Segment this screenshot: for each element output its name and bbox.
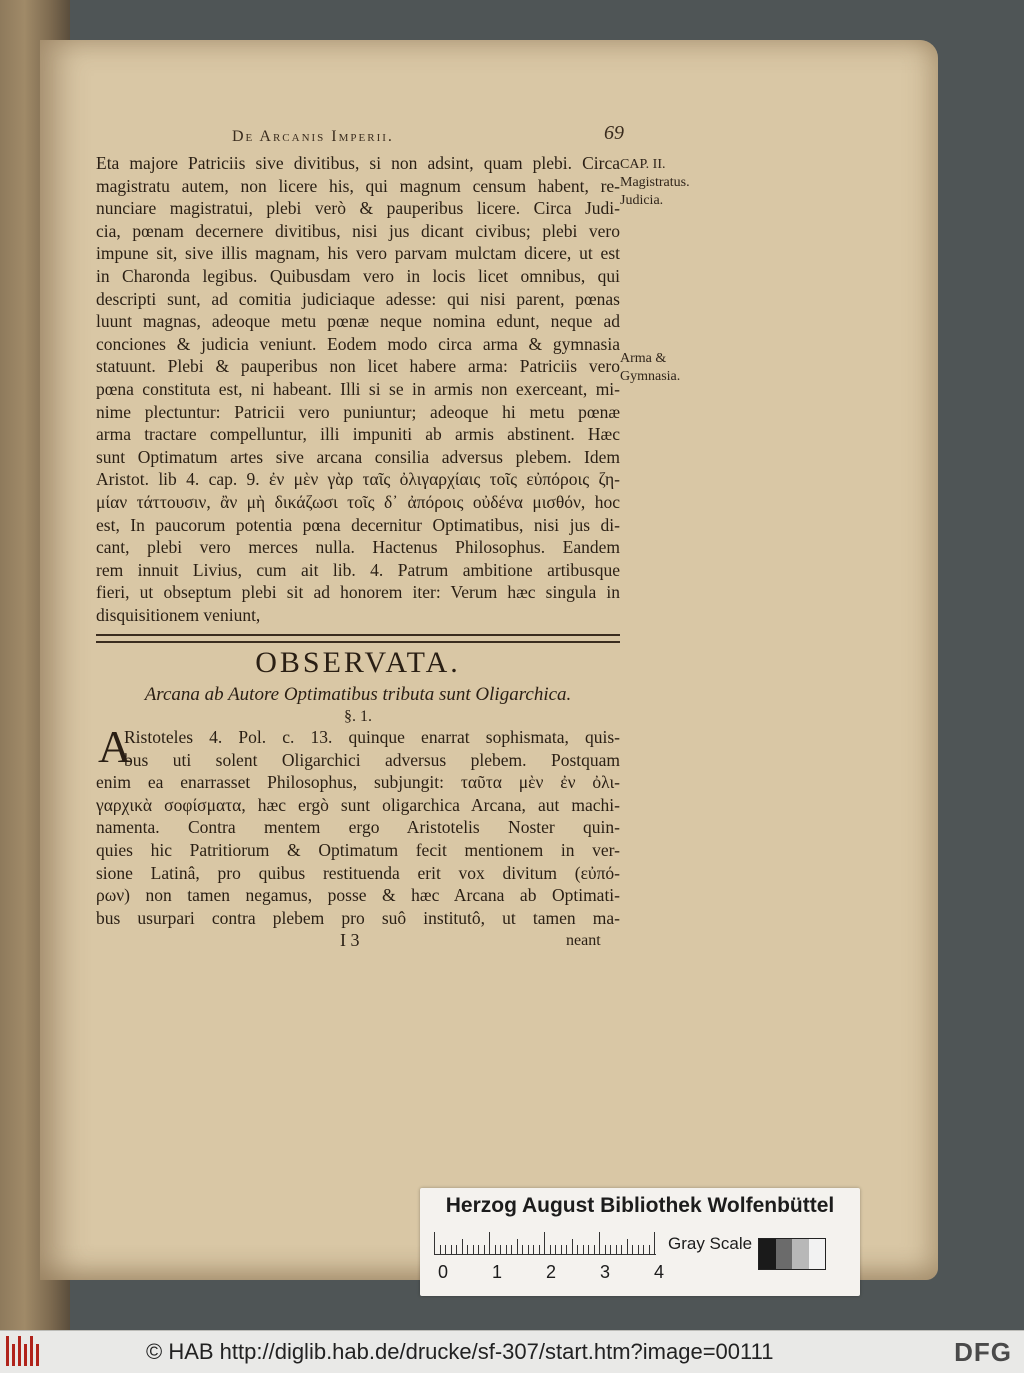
text-line: rem innuit Livius, cum ait lib. 4. Patrum ambitione artibusque xyxy=(96,559,620,580)
text-line: pœna constituta est, ni habeant. Illi si se in armis non exerceant, mi- xyxy=(96,379,620,399)
margin-note-line: Judicia. xyxy=(620,193,664,208)
ruler-tick xyxy=(550,1245,551,1254)
ruler-tick xyxy=(616,1245,617,1254)
catchword: neant xyxy=(566,932,601,949)
ruler-tick xyxy=(621,1245,622,1254)
text-line: sione Latinâ, pro quibus restituenda erit vox divitum (εὐπό- xyxy=(96,862,620,883)
text-line: sunt Optimatum artes sive arcana consilia adversus plebem. Idem xyxy=(96,446,620,467)
text-line: bus uti solent Oligarchici adversus plebem. Postquam xyxy=(124,749,620,770)
ruler-tick xyxy=(583,1245,584,1254)
text-line: descripti sunt, ad comitia judiciaque adesse: qui nisi parent, pœnas xyxy=(96,288,620,309)
text-line: luunt magnas, adeoque metu pœnæ neque nomina edunt, neque ad xyxy=(96,311,620,332)
text-line: enim ea enarrasset Philosophus, subjungit: ταῦτα μὲν ἐν ὀλι- xyxy=(96,772,620,793)
dfg-logo: DFG xyxy=(954,1337,1012,1367)
scale-number: 2 xyxy=(546,1262,557,1282)
text-line: magistratu autem, non licere his, qui magnum censum habent, re- xyxy=(96,175,620,196)
ruler-tick xyxy=(594,1245,595,1254)
scale-number: 1 xyxy=(492,1262,503,1282)
page-number: 69 xyxy=(604,122,624,144)
ruler-tick xyxy=(517,1239,518,1254)
scale-number: 0 xyxy=(438,1262,449,1282)
scale-number: 4 xyxy=(654,1262,665,1282)
margin-note-line: Magistratus. xyxy=(620,175,690,190)
ruler-tick xyxy=(500,1245,501,1254)
running-head: De Arcanis Imperii. 69 xyxy=(232,122,624,145)
ruler-tick xyxy=(610,1245,611,1254)
hab-logo-icon xyxy=(6,1336,42,1366)
ruler-tick xyxy=(528,1245,529,1254)
ruler-tick xyxy=(632,1245,633,1254)
logo-bar xyxy=(30,1336,33,1366)
ruler-tick xyxy=(555,1245,556,1254)
gray-swatch xyxy=(792,1239,809,1269)
text-line: arma tractare compelluntur, illi impuniti ab armis abstinent. Hæc xyxy=(96,424,620,445)
text-line: fieri, ut obseptum plebi sit ad honorem iter: Verum hæc singula in xyxy=(96,582,620,603)
gray-scale-label: Gray Scale xyxy=(668,1234,753,1253)
ruler-tick xyxy=(489,1232,490,1254)
ruler-tick xyxy=(462,1239,463,1254)
text-line: in Charonda legibus. Quibusdam vero in locis licet omnibus, qui xyxy=(96,266,620,286)
paragraph-mark: §. 1. xyxy=(344,708,372,725)
ruler-tick xyxy=(451,1245,452,1254)
ruler-tick xyxy=(522,1245,523,1254)
ruler-tick xyxy=(445,1245,446,1254)
gray-swatch xyxy=(759,1239,776,1269)
ruler-tick xyxy=(473,1245,474,1254)
margin-note-line: Gymnasia. xyxy=(620,369,681,384)
ruler-tick xyxy=(539,1245,540,1254)
ruler-tick xyxy=(467,1245,468,1254)
text-line: quies hic Patritiorum & Optimatum fecit mentionem in ver- xyxy=(96,840,620,860)
ruler-tick xyxy=(566,1245,567,1254)
margin-note-arma xyxy=(620,350,680,386)
margin-note-line: CAP. II. xyxy=(620,157,666,172)
text-line: cant, plebi vero merces nulla. Hactenus Philosophus. Eandem xyxy=(96,537,620,558)
ruler-tick xyxy=(572,1239,573,1254)
ruler-tick xyxy=(561,1245,562,1254)
ruler-tick xyxy=(544,1232,545,1254)
text-line: nime plectuntur: Patricii vero puniuntur; adeoque hi metu pœnæ xyxy=(96,401,620,422)
library-color-label xyxy=(420,1188,860,1296)
signature-mark: I 3 xyxy=(340,930,360,950)
logo-bar xyxy=(12,1344,15,1366)
ruler-tick xyxy=(638,1245,639,1254)
text-line: Ristoteles 4. Pol. c. 13. quinque enarrat sophismata, quis- xyxy=(124,727,620,747)
ruler-tick xyxy=(511,1245,512,1254)
text-line: impune sit, sive illis magnam, his vero parvam mulctam dicere, ut est xyxy=(96,243,620,264)
logo-bar xyxy=(18,1336,21,1366)
ruler-tick xyxy=(643,1245,644,1254)
logo-bar xyxy=(36,1344,39,1366)
section-subheading: Arcana ab Autore Optimatibus tributa sunt Oligarchica. xyxy=(144,684,572,705)
scale-number: 3 xyxy=(600,1262,611,1282)
ruler-tick xyxy=(434,1232,435,1254)
logo-bar xyxy=(24,1344,27,1366)
text-line: namenta. Contra mentem ergo Aristotelis Noster quin- xyxy=(96,817,620,838)
gray-swatch xyxy=(809,1239,826,1269)
ruler-tick xyxy=(588,1245,589,1254)
section-heading: OBSERVATA. xyxy=(255,646,461,679)
ruler-tick xyxy=(605,1245,606,1254)
text-line: Eta majore Patriciis sive divitibus, si non adsint, quam plebi. Circa xyxy=(96,153,620,173)
ruler-tick xyxy=(599,1232,600,1254)
text-line: ρων) non tamen negamus, posse & hæc Arcana ab Optimati- xyxy=(96,885,620,906)
ruler-tick xyxy=(577,1245,578,1254)
ruler-tick xyxy=(478,1245,479,1254)
footer-bar xyxy=(0,1330,1024,1373)
scale-ruler xyxy=(434,1232,656,1255)
text-line: statuunt. Plebi & pauperibus non licet habere arma: Patriciis vero xyxy=(96,356,620,377)
gray-swatch xyxy=(776,1239,793,1269)
ruler-tick xyxy=(456,1245,457,1254)
text-line: disquisitionem veniunt, xyxy=(96,605,261,625)
ruler-tick xyxy=(533,1245,534,1254)
section-rule xyxy=(96,634,620,643)
library-name: Herzog August Bibliothek Wolfenbüttel xyxy=(445,1194,835,1217)
text-line: est, In paucorum potentia pœna decernitur Optimatibus, nisi jus di- xyxy=(96,514,620,535)
ruler-tick xyxy=(627,1239,628,1254)
text-line: μίαν τάττουσιν, ἂν μὴ δικάζωσι τοῖς δ᾽ ἀπόροις οὐδένα μισθόν, hoc xyxy=(96,492,620,512)
text-line: γαρχικὰ σοφίσματα, hæc ergò sunt oligarchica Arcana, aut machi- xyxy=(96,794,620,815)
text-line: Aristot. lib 4. cap. 9. ἐν μὲν γὰρ ταῖς ὀλιγαρχίαις τοῖς εὐπόροις ζη- xyxy=(96,469,620,490)
ruler-tick xyxy=(484,1245,485,1254)
ruler-tick xyxy=(654,1232,655,1254)
ruler-tick xyxy=(506,1245,507,1254)
ruler-tick xyxy=(649,1245,650,1254)
margin-note-cap xyxy=(620,156,690,210)
text-line: conciones & judicia veniunt. Eodem modo circa arma & gymnasia xyxy=(96,333,620,354)
gray-scale-swatches xyxy=(758,1238,826,1270)
dropcap: A xyxy=(98,721,132,772)
text-line: cia, pœnam decernere divitibus, nisi jus dicant civibus; plebi vero xyxy=(96,220,620,241)
text-line: bus usurpari contra plebem pro suô institutô, ut tamen ma- xyxy=(96,907,620,928)
footer-copyright-link[interactable]: © HAB http://diglib.hab.de/drucke/sf-307/start.htm?image=00111 xyxy=(146,1339,774,1364)
logo-bar xyxy=(6,1336,9,1366)
ruler-tick xyxy=(495,1245,496,1254)
text-line: nunciare magistratui, plebi verò & pauperibus licere. Circa Judi- xyxy=(96,198,620,219)
margin-note-line: Arma & xyxy=(620,351,667,366)
ruler-tick xyxy=(440,1245,441,1254)
